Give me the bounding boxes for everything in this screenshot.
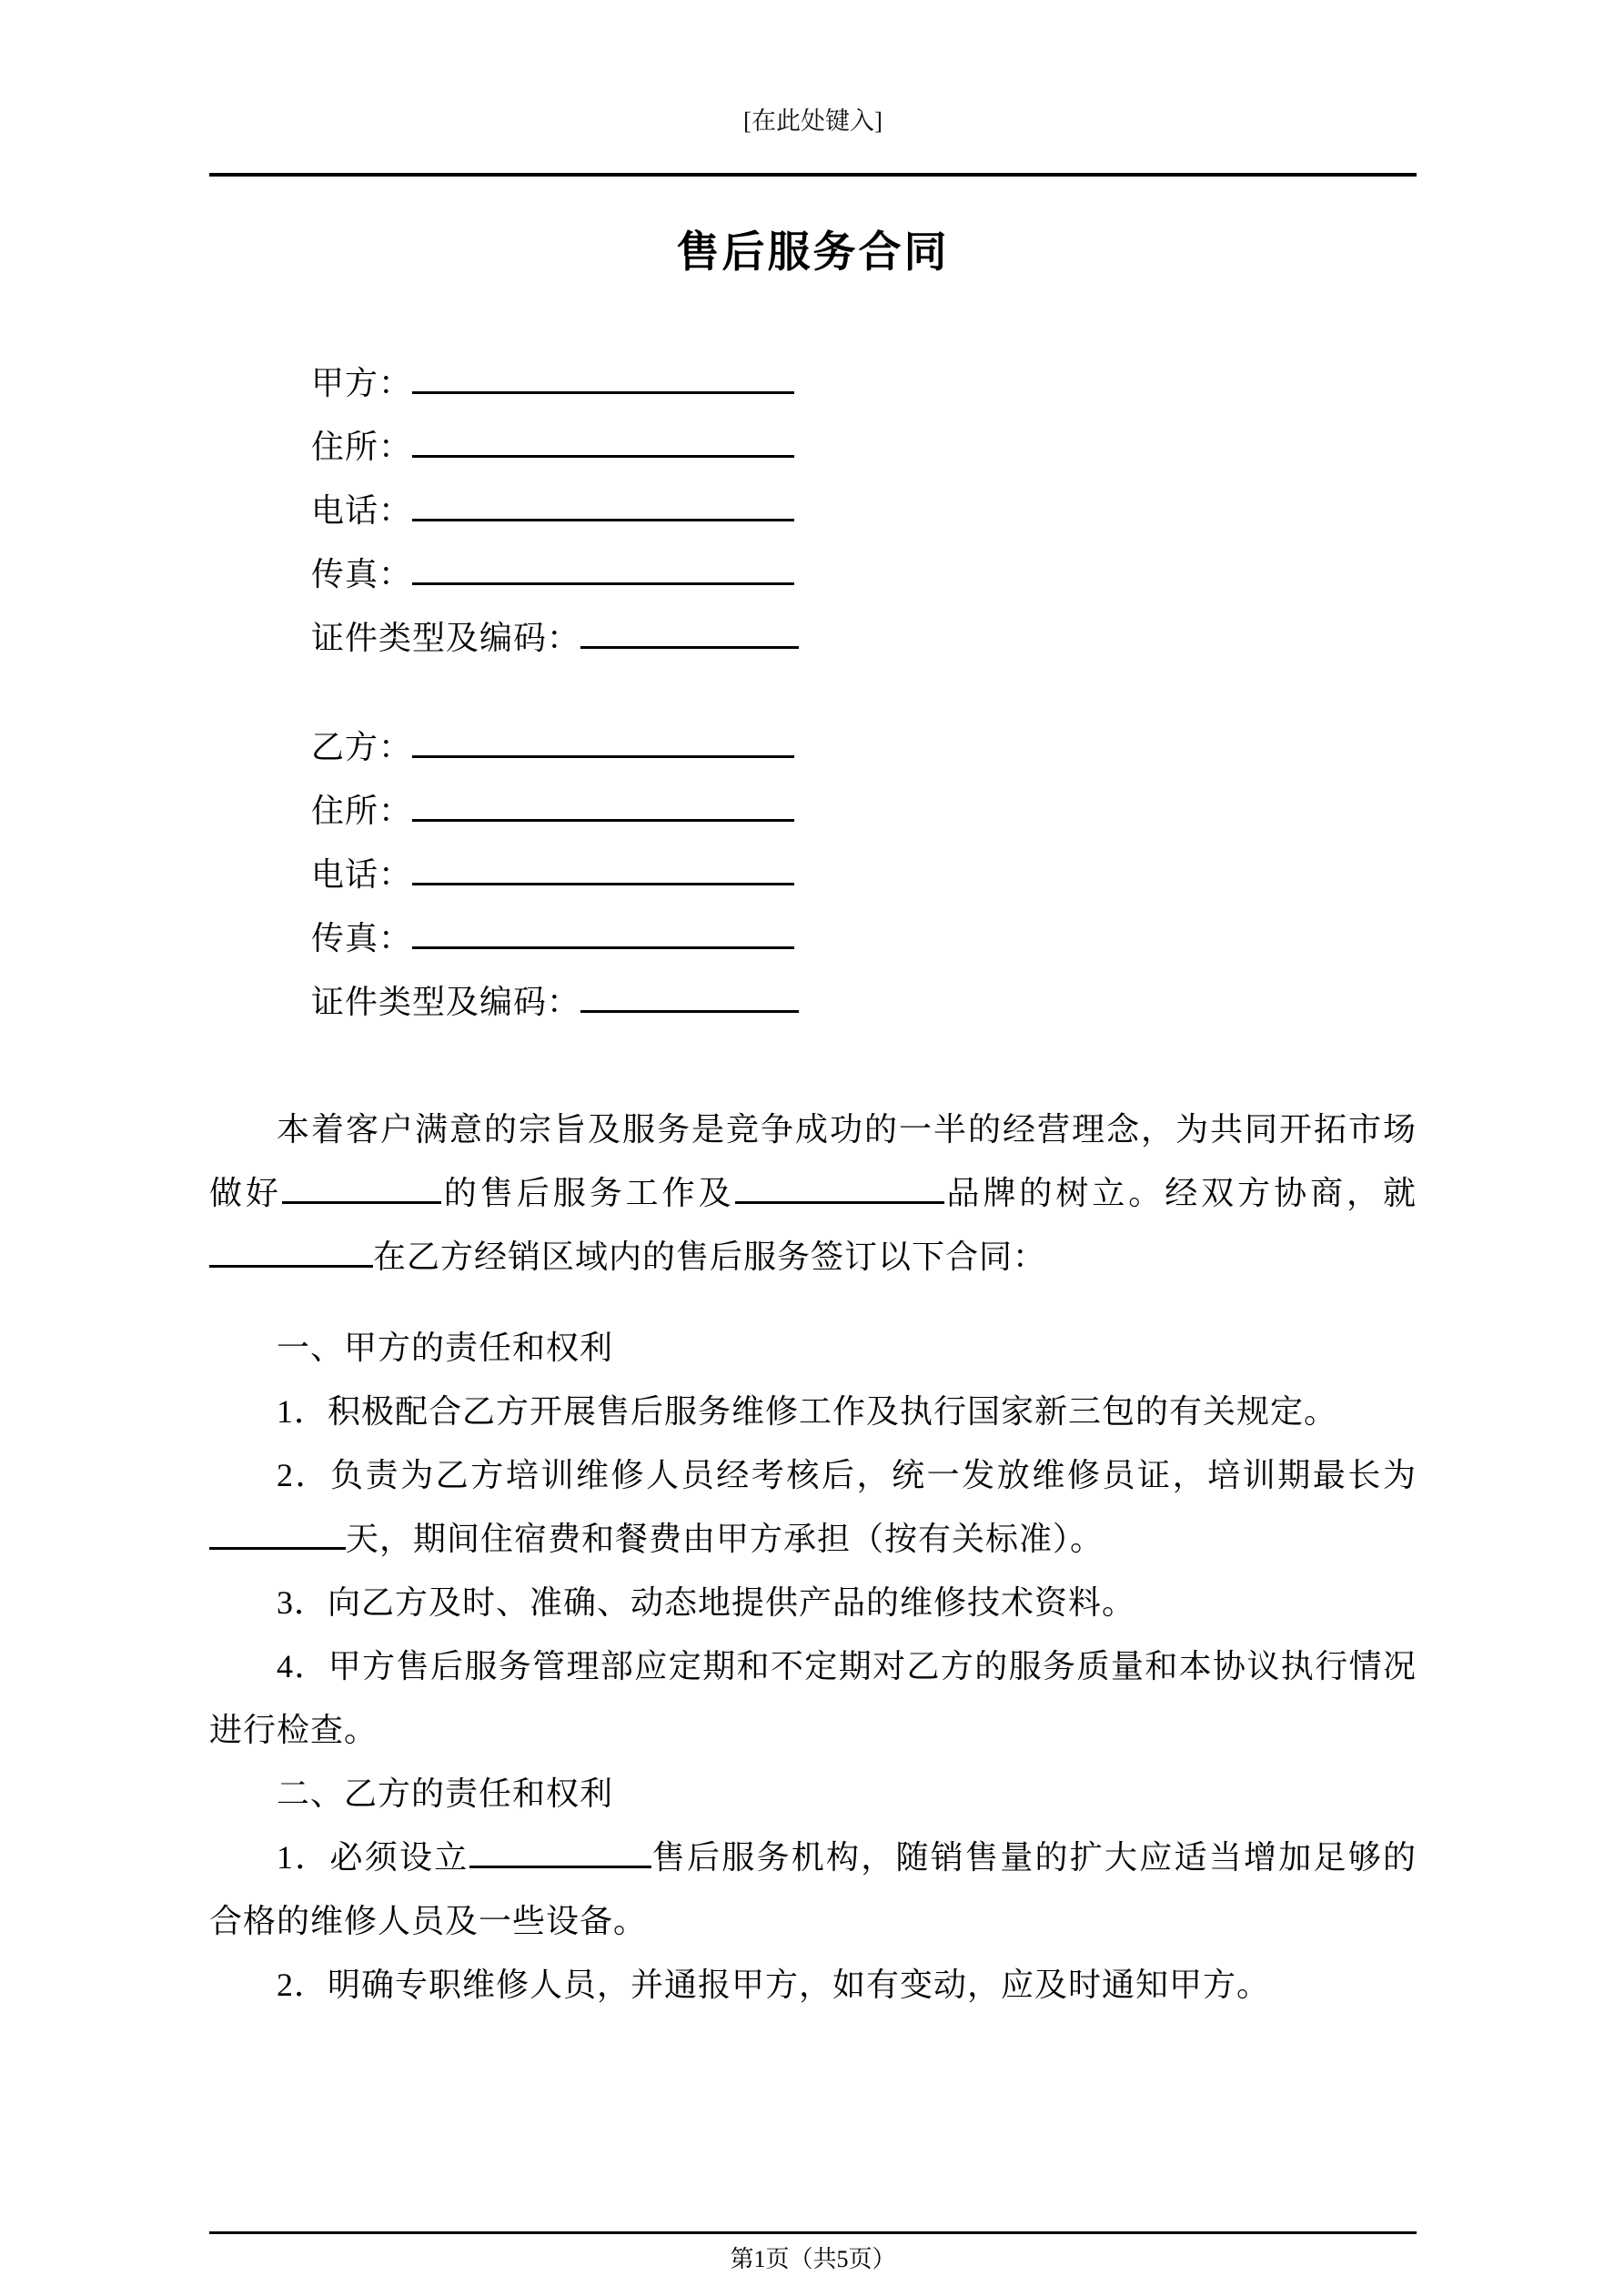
form-row-party-b-id: [209, 970, 1417, 1034]
form-row-party-b-phone: [209, 843, 1417, 906]
blank-field[interactable]: [412, 883, 794, 885]
field-label: 住所：: [311, 429, 413, 465]
item-text: 1．必须设立: [277, 1839, 469, 1876]
field-label: 电话：: [311, 492, 413, 529]
field-label: 传真：: [311, 556, 413, 592]
form-row-party-b-address: [209, 779, 1417, 843]
field-label: 住所：: [311, 793, 413, 829]
item-text: 2．负责为乙方培训维修人员经考核后，统一发放维修员证，培训期最长为: [277, 1457, 1417, 1493]
form-row-party-a-address: [209, 415, 1417, 479]
blank-field[interactable]: [580, 646, 799, 649]
field-label: 乙方：: [311, 729, 413, 765]
intro-text: 品牌的树立。经双方协商，就: [943, 1175, 1417, 1211]
intro-text: 本着客户满意的宗旨及服务是竞争成功的一半的经营理念，为共同开拓市场做好: [209, 1111, 1417, 1211]
form-row-party-a-name: [209, 351, 1417, 415]
form-row-party-a-id: [209, 606, 1417, 670]
field-label: 证件类型及编码：: [311, 620, 581, 656]
blank-field[interactable]: [412, 946, 794, 949]
form-row-party-a-fax: [209, 542, 1417, 606]
page-title: 售后服务合同: [676, 228, 950, 276]
page-footer: [209, 2231, 1417, 2274]
section-1-item-2: [209, 1443, 1417, 1571]
field-label: 电话：: [311, 856, 413, 893]
section-1-item-4: 4．甲方售后服务管理部应定期和不定期对乙方的服务质量和本协议执行情况进行检查。: [209, 1648, 1417, 1748]
item-text: 售后服务机构，随销售量的扩大应适当增加足够的合格的维修人员及一些设备。: [209, 1839, 1417, 1939]
blank-field[interactable]: [412, 819, 794, 822]
blank-field[interactable]: [412, 755, 794, 758]
intro-text: 在乙方经销区域内的售后服务签订以下合同：: [373, 1239, 1047, 1275]
form-row-party-b-fax: [209, 906, 1417, 970]
page-header: [209, 0, 1417, 177]
blank-field[interactable]: [412, 582, 794, 585]
party-b-section: [209, 715, 1417, 1034]
blank-field[interactable]: [282, 1201, 441, 1204]
item-text: 天，期间住宿费和餐费由甲方承担（按有关标准）。: [346, 1521, 1105, 1557]
form-row-party-b-name: [209, 715, 1417, 779]
blank-field[interactable]: [209, 1547, 346, 1550]
blank-field[interactable]: [580, 1010, 799, 1013]
field-label: 传真：: [311, 920, 413, 956]
section-1-item-3: 3．向乙方及时、准确、动态地提供产品的维修技术资料。: [277, 1584, 1136, 1621]
section-2-heading: 二、乙方的责任和权利: [277, 1775, 614, 1812]
blank-field[interactable]: [735, 1201, 944, 1204]
party-a-section: [209, 351, 1417, 670]
intro-text: 的售后服务工作及: [440, 1175, 735, 1211]
blank-field[interactable]: [469, 1866, 651, 1868]
section-1-heading: 一、甲方的责任和权利: [277, 1330, 614, 1366]
section-2-item-2: 2．明确专职维修人员，并通报甲方，如有变动，应及时通知甲方。: [277, 1967, 1271, 2003]
header-type-here-placeholder[interactable]: [在此处键入]: [743, 107, 883, 135]
blank-field[interactable]: [412, 391, 794, 394]
blank-field[interactable]: [412, 519, 794, 521]
section-1-item-1: 1．积极配合乙方开展售后服务维修工作及执行国家新三包的有关规定。: [277, 1393, 1338, 1430]
blank-field[interactable]: [412, 455, 794, 458]
field-label: 证件类型及编码：: [311, 984, 581, 1020]
intro-paragraph: [209, 1097, 1417, 1289]
field-label: 甲方：: [311, 365, 413, 401]
blank-field[interactable]: [209, 1265, 373, 1268]
form-row-party-a-phone: [209, 479, 1417, 542]
page-number: 第1页（共5页）: [730, 2246, 896, 2272]
section-2-item-1: [209, 1826, 1417, 1953]
